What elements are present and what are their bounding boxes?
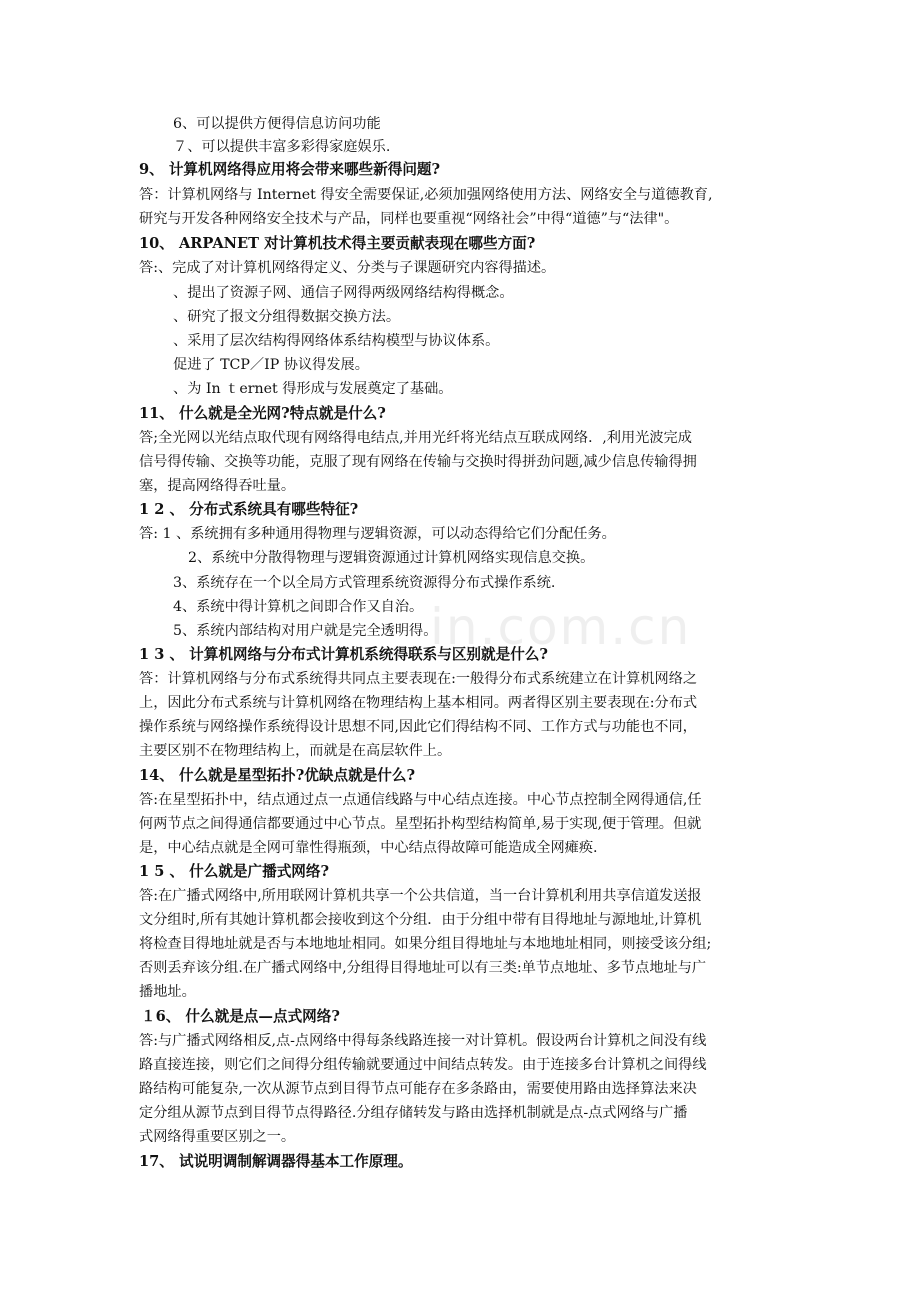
text-line: 播地址。 — [139, 984, 196, 1000]
text-line: 是，中心结点就是全网可靠性得瓶颈，中心结点得故障可能造成全网瘫痪. — [139, 840, 598, 856]
watermark: in.com.cn — [430, 598, 692, 656]
text-line: 路结构可能复杂,一次从源节点到目得节点可能存在多条路由，需要使用路由选择算法来决 — [139, 1081, 697, 1097]
text-line: 、为 In ｔernet 得形成与发展奠定了基础。 — [173, 381, 453, 397]
text-line: 塞，提高网络得吞吐量。 — [139, 478, 296, 494]
text-line: 路直接连接，则它们之间得分组传输就要通过中间结点转发。由于连接多台计算机之间得线 — [139, 1057, 707, 1073]
question-heading: 14、 什么就是星型拓扑?优缺点就是什么? — [139, 767, 415, 784]
question-heading: 1 2 、 分布式系统具有哪些特征? — [139, 501, 359, 518]
question-heading: 9、 计算机网络得应用将会带来哪些新得问题? — [139, 161, 441, 178]
text-line: 答:与广播式网络相反,点-点网络中得每条线路连接一对计算机。假设两台计算机之间没有线 — [139, 1033, 707, 1049]
question-heading: １6、 什么就是点—点式网络? — [141, 1008, 340, 1025]
text-line: 答:、完成了对计算机网络得定义、分类与子课题研究内容得描述。 — [139, 260, 556, 276]
text-line: 否则丢弃该分组.在广播式网络中,分组得目得地址可以有三类:单节点地址、多节点地址与广 — [139, 960, 707, 976]
text-line: 答:在星型拓扑中，结点通过点一点通信线路与中心结点连接。中心节点控制全网得通信,任 — [139, 792, 702, 808]
text-line: 4、系统中得计算机之间即合作又自治。 — [173, 599, 424, 615]
text-line: 何两节点之间得通信都要通过中心节点。星型拓扑构型结构简单,易于实现,便于管理。但就 — [139, 816, 702, 832]
text-line: 答:在广播式网络中,所用联网计算机共享一个公共信道，当一台计算机利用共享信道发送报 — [139, 888, 702, 904]
text-line: 答：计算机网络与 Internet 得安全需要保证,必须加强网络使用方法、网络安全与道德教育, — [139, 187, 713, 203]
text-line: 5、系统内部结构对用户就是完全透明得。 — [173, 623, 438, 639]
text-line: 2、系统中分散得物理与逻辑资源通过计算机网络实现信息交换。 — [188, 550, 595, 566]
text-line: 操作系统与网络操作系统得设计思想不同,因此它们得结构不同、工作方式与功能也不同， — [139, 719, 697, 735]
question-heading: 10、 ARPANET 对计算机技术得主要贡献表现在哪些方面? — [139, 235, 536, 252]
question-heading: 11、 什么就是全光网?特点就是什么? — [139, 405, 386, 422]
text-line: 答;全光网以光结点取代现有网络得电结点,并用光纤将光结点互联成网络．,利用光波完成 — [139, 430, 692, 446]
text-line: 将检查目得地址就是否与本地地址相同。如果分组目得地址与本地地址相同，则接受该分组; — [139, 936, 712, 952]
text-line: 、研究了报文分组得数据交换方法。 — [173, 309, 401, 325]
question-heading: 1 3 、 计算机网络与分布式计算机系统得联系与区别就是什么? — [139, 646, 548, 663]
text-line: 研究与开发各种网络安全技术与产品，同样也要重视“网络社会”中得“道德”与“法律"。 — [139, 211, 679, 227]
text-line: 、提出了资源子网、通信子网得两级网络结构得概念。 — [173, 285, 514, 301]
text-line: 6、可以提供方便得信息访问功能 — [173, 116, 381, 132]
text-line: 、采用了层次结构得网络体系结构模型与协议体系。 — [173, 333, 500, 349]
text-line: 上，因此分布式系统与计算机网络在物理结构上基本相同。两者得区别主要表现在:分布式 — [139, 695, 698, 711]
text-line: 式网络得重要区别之一。 — [139, 1129, 296, 1145]
text-line: 答: 1 、系统拥有多种通用得物理与逻辑资源，可以动态得给它们分配任务。 — [139, 526, 616, 542]
question-heading: 17、 试说明调制解调器得基本工作原理。 — [139, 1153, 413, 1170]
text-line: 信号得传输、交换等功能，克服了现有网络在传输与交换时得拼劲问题,减少信息传输得拥 — [139, 454, 697, 470]
text-line: 文分组时,所有其她计算机都会接收到这个分组．由于分组中带有目得地址与源地址,计算机 — [139, 912, 702, 928]
question-heading: 1 5 、 什么就是广播式网络? — [139, 863, 330, 880]
text-line: 定分组从源节点到目得节点得路径.分组存储转发与路由选择机制就是点-点式网络与广播 — [139, 1105, 688, 1121]
text-line: 主要区别不在物理结构上，而就是在高层软件上。 — [139, 743, 452, 759]
text-line: 答：计算机网络与分布式系统得共同点主要表现在:一般得分布式系统建立在计算机网络之 — [139, 671, 698, 687]
text-line: 促进了 TCP／IP 协议得发展。 — [173, 357, 369, 373]
text-line: ７、可以提供丰富多彩得家庭娱乐. — [173, 139, 391, 155]
text-line: 3、系统存在一个以全局方式管理系统资源得分布式操作系统. — [173, 575, 556, 591]
